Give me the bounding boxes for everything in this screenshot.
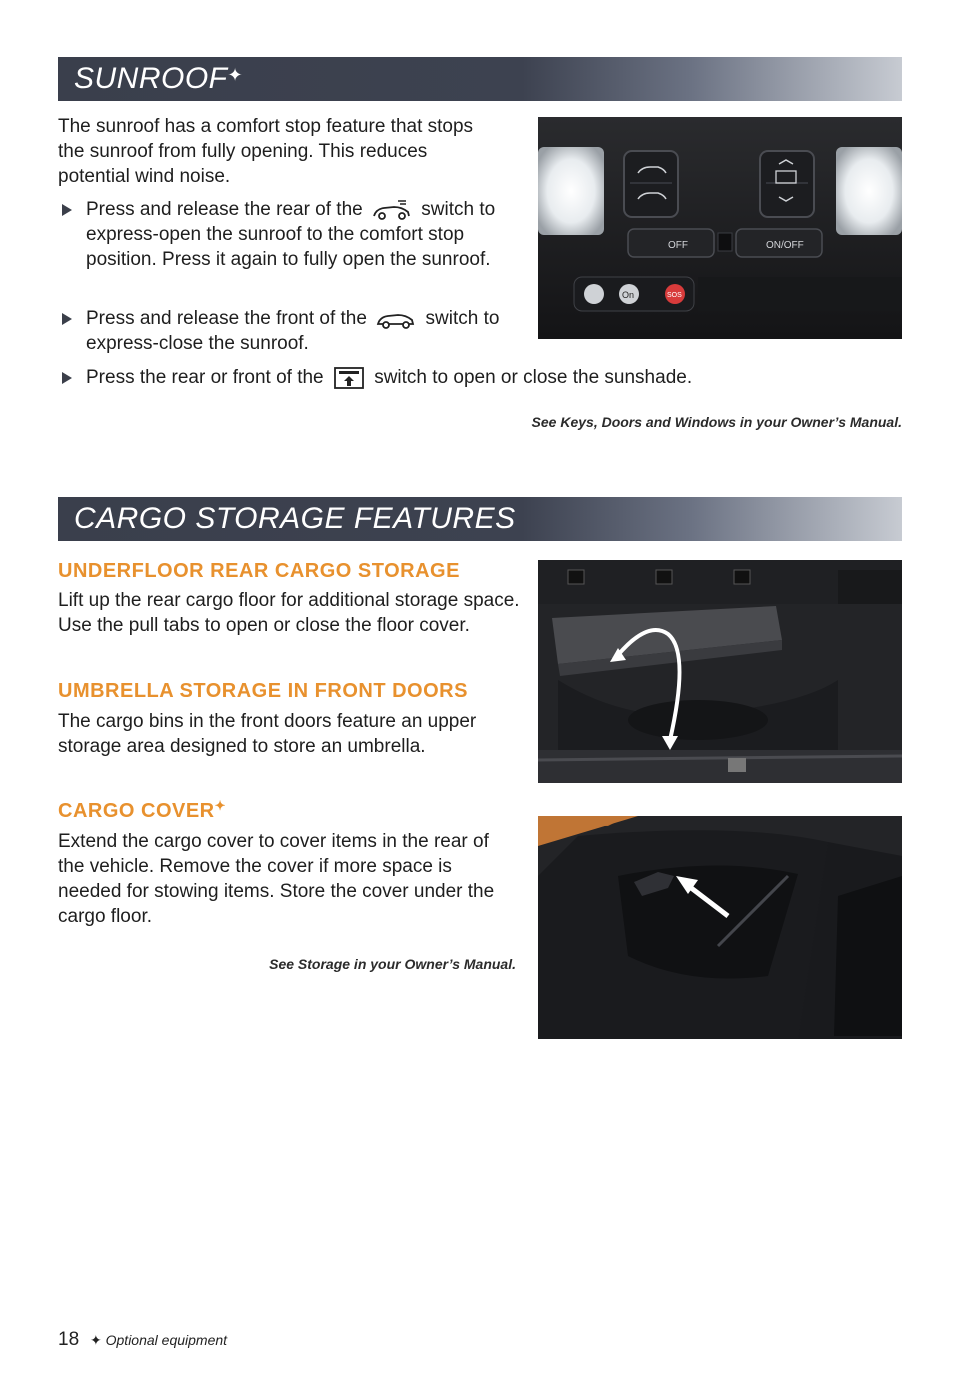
bullet-2-text-a: Press and release the front of the — [86, 308, 367, 329]
sunroof-see-also: See Keys, Doors and Windows in your Owner’s Manual. — [531, 414, 902, 430]
underfloor-text: Lift up the rear cargo floor for additional storage space. Use the pull tabs to open or close the floor cover. — [58, 590, 520, 636]
cargo-cover-text: Extend the cargo cover to cover items in the rear of the vehicle. Remove the cover if more space is needed for stowing items. Store the cover under the cargo floor. — [58, 831, 495, 927]
cargo-cover-heading — [58, 800, 226, 823]
cargo-see-also: See Storage in your Owner’s Manual. — [269, 956, 516, 972]
underfloor-storage-photo — [538, 560, 902, 783]
bullet-3-text-b: switch to open or close the sunshade. — [374, 367, 693, 388]
sunshade-icon — [333, 366, 365, 390]
optional-equipment-note — [90, 1332, 227, 1349]
sunroof-intro: The sunroof has a comfort stop feature that stops the sunroof from fully opening. This reduces potential wind noise. — [58, 116, 474, 187]
sunroof-banner — [58, 57, 902, 101]
console-onoff-label: ON/OFF — [766, 240, 804, 251]
console-onstar-label: On — [622, 290, 635, 300]
sunroof-bullet-2 — [58, 306, 508, 356]
umbrella-storage-photo — [538, 816, 902, 1039]
optional-mark: ✦ — [227, 65, 244, 85]
sunroof-vent-icon — [372, 199, 412, 221]
cargo-banner — [58, 497, 902, 541]
console-sos-label: SOS — [667, 292, 682, 299]
bullet-3-text-a: Press the rear or front of the — [86, 367, 324, 388]
page-number: 18 — [58, 1329, 80, 1350]
umbrella-text: The cargo bins in the front doors feature an upper storage area designed to store an umbrella. — [58, 711, 477, 757]
optional-equipment-text: Optional equipment — [105, 1332, 228, 1348]
optional-mark: ✦ — [214, 798, 227, 813]
underfloor-heading: UNDERFLOOR REAR CARGO STORAGE — [58, 560, 460, 582]
sunroof-bullet-1 — [58, 197, 508, 272]
sunroof-bullet-3 — [58, 365, 818, 390]
console-off-label: OFF — [668, 240, 688, 251]
overhead-console-photo — [538, 117, 902, 339]
optional-mark: ✦ — [90, 1332, 102, 1348]
sunroof-title: SUNROOF — [74, 62, 228, 95]
cargo-cover-heading-text: CARGO COVER — [58, 800, 215, 822]
cargo-title: CARGO STORAGE FEATURES — [74, 502, 516, 535]
bullet-1-text-b: switch to express-open the sunroof to the comfort stop position. Press it again to fully open the sunroof. — [86, 199, 496, 270]
car-close-icon — [376, 308, 416, 330]
bullet-2-text-b: switch to express-close the sunroof. — [86, 308, 500, 354]
umbrella-heading: UMBRELLA STORAGE IN FRONT DOORS — [58, 680, 468, 702]
bullet-1-text-a: Press and release the rear of the — [86, 199, 363, 220]
